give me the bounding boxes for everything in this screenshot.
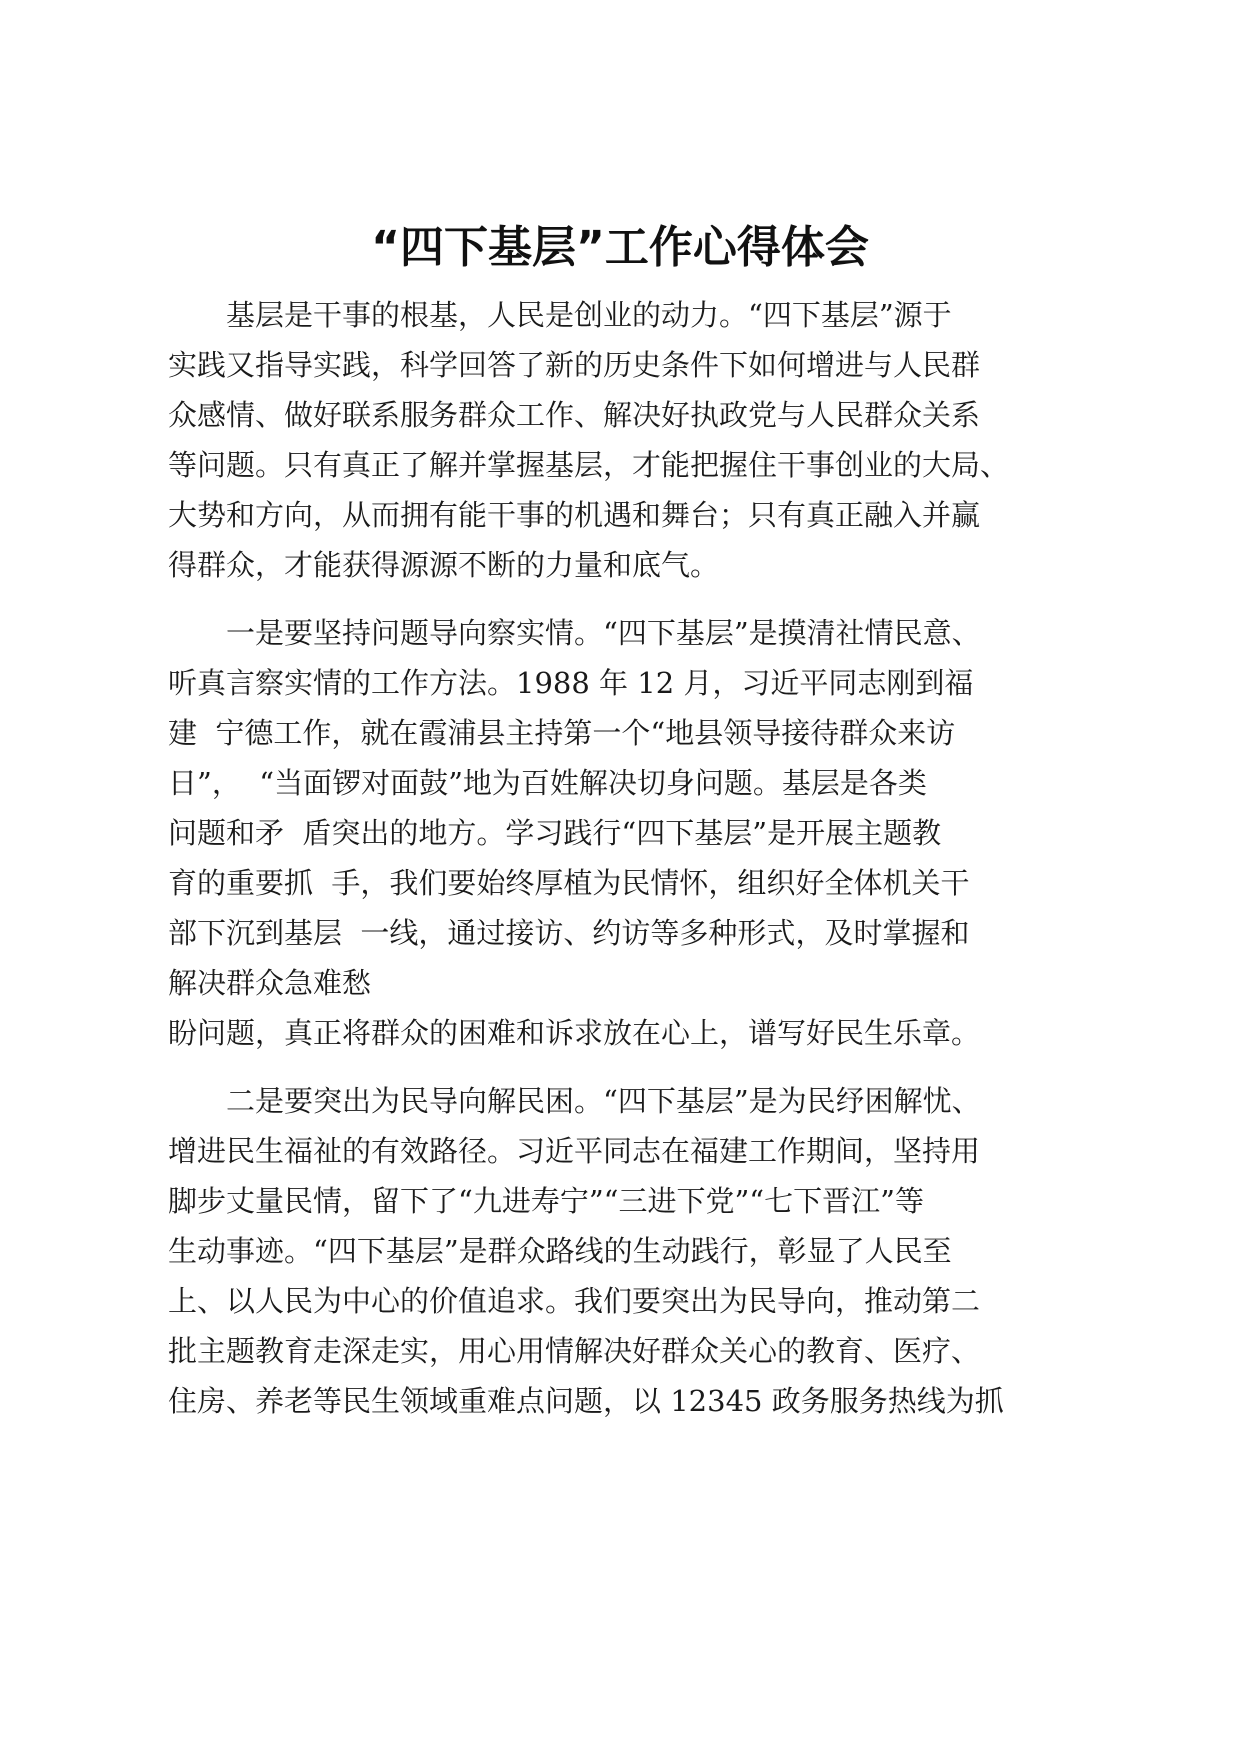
paragraph-line: 听真言察实情的工作方法。1988 年 12 月，习近平同志刚到福 [168,666,974,700]
paragraph-line: 批主题教育走深走实，用心用情解决好群众关心的教育、医疗、 [168,1334,981,1368]
paragraph-spacing [168,1058,1088,1076]
paragraph-line: 盼问题，真正将群众的困难和诉求放在心上，谱写好民生乐章。 [168,1016,981,1050]
paragraph-line: 育的重要抓 手，我们要始终厚植为民情怀，组织好全体机关干 [168,866,970,900]
paragraph-line: 基层是干事的根基，人民是创业的动力。“四下基层”源于 [168,298,952,332]
paragraph-line: 实践又指导实践，科学回答了新的历史条件下如何增进与人民群 [168,348,981,382]
paragraph-line: 增进民生福祉的有效路径。习近平同志在福建工作期间，坚持用 [168,1134,981,1168]
paragraph-3 [168,1076,1088,1426]
paragraph-line: 大势和方向，从而拥有能干事的机遇和舞台；只有真正融入并赢 [168,498,981,532]
paragraph-line: 解决群众急难愁 [168,966,372,1000]
paragraph-line: 生动事迹。“四下基层”是群众路线的生动践行，彰显了人民至 [168,1234,952,1268]
paragraph-line: 日”， “当面锣对面鼓”地为百姓解决切身问题。基层是各类 [168,766,927,800]
paragraph-line: 众感情、做好联系服务群众工作、解决好执政党与人民群众关系 [168,398,981,432]
paragraph-line: 住房、养老等民生领域重难点问题，以 12345 政务服务热线为抓 [168,1384,1004,1418]
paragraph-line: 一是要坚持问题导向察实情。“四下基层”是摸清社情民意、 [168,616,981,650]
paragraph-line: 等问题。只有真正了解并掌握基层，才能把握住干事创业的大局、 [168,448,1010,482]
paragraph-line: 建 宁德工作，就在霞浦县主持第一个“地县领导接待群众来访 [168,716,956,750]
paragraph-line: 问题和矛 盾突出的地方。学习践行“四下基层”是开展主题教 [168,816,942,850]
paragraph-line: 二是要突出为民导向解民困。“四下基层”是为民纾困解忧、 [168,1084,981,1118]
paragraph-line: 部下沉到基层 一线，通过接访、约访等多种形式，及时掌握和 [168,916,970,950]
paragraph-line: 得群众，才能获得源源不断的力量和底气。 [168,548,720,582]
paragraph-1 [168,290,1088,590]
document-body [168,290,1088,1426]
paragraph-line: 脚步丈量民情，留下了“九进寿宁”“三进下党”“七下晋江”等 [168,1184,924,1218]
paragraph-spacing [168,590,1088,608]
paragraph-2 [168,608,1088,1058]
document-title: “四下基层”工作心得体会 [371,222,869,273]
paragraph-line: 上、以人民为中心的价值追求。我们要突出为民导向，推动第二 [168,1284,981,1318]
